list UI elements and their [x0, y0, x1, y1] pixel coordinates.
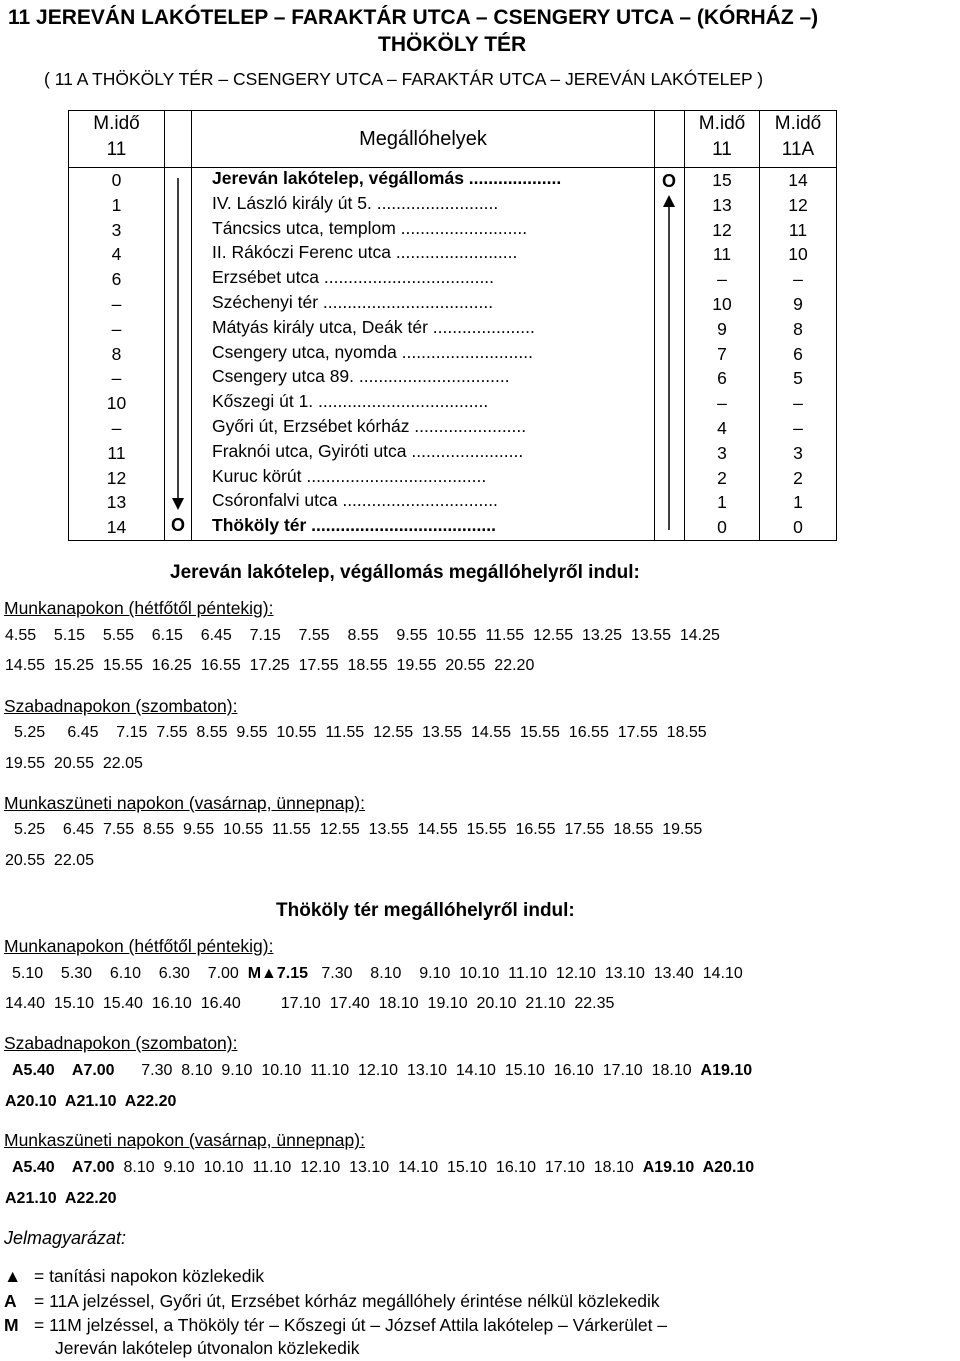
legend-title: Jelmagyarázat: — [4, 1228, 127, 1248]
left-time-cell: 0 — [111, 170, 122, 190]
stop-name: Jereván lakótelep, végállomás ................... — [212, 168, 562, 188]
time-11-cell: – — [717, 393, 727, 414]
section1-weekday-times-2: 14.55 15.25 15.55 16.25 16.55 17.25 17.55 18.55 19.55 20.55 22.20 — [5, 657, 535, 674]
section1-title: Jereván lakótelep, végállomás megállóhelyről indul: — [170, 562, 640, 583]
left-time-cell: 12 — [106, 467, 127, 488]
legend-continuation: Jereván lakótelep útvonalon közlekedik — [55, 1338, 360, 1358]
left-time-cell: 1 — [111, 194, 122, 215]
time-11-cell: 4 — [717, 417, 727, 438]
section2-weekday-label: Munkanapokon (hétfőtől péntekig): — [4, 936, 274, 956]
up-arrow-icon — [655, 168, 684, 540]
route-subtitle: ( 11 A THÖKÖLY TÉR – CSENGERY UTCA – FARAKTÁR UTCA – JEREVÁN LAKÓTELEP ) — [44, 69, 764, 89]
section1-saturday-times-2: 19.55 20.55 22.05 — [5, 755, 143, 772]
legend-list — [4, 1264, 667, 1338]
left-time-cell: 3 — [111, 219, 122, 240]
time-11a-cell: 5 — [793, 368, 803, 389]
section2-weekday-times-2: 14.40 15.10 15.40 16.10 16.40 17.10 17.40 18.10 19.10 20.10 21.10 22.35 — [5, 995, 615, 1012]
time-11a-cell: 6 — [793, 343, 803, 364]
left-time-cell: 8 — [111, 343, 122, 364]
time-11a-cell: – — [793, 393, 803, 414]
time-11-cell: 15 — [712, 170, 732, 190]
time-11a-cell: – — [793, 269, 803, 290]
left-time-cell: – — [111, 318, 122, 339]
time-11a-cell: 9 — [793, 293, 803, 314]
legend-text: = tanítási napokon közlekedik — [34, 1266, 265, 1286]
legend-symbol: ▲ — [4, 1266, 22, 1286]
stop-name: IV. László király út 5. ......................... — [212, 192, 499, 213]
section1-weekday-times-1: 4.55 5.15 5.55 6.15 6.45 7.15 7.55 8.55 9.55 10.55 11.55 12.55 13.25 13.55 14.25 — [5, 627, 720, 644]
time-11a-cell: 2 — [793, 467, 803, 488]
section2-holiday-times-1: A5.40 A7.00 8.10 9.10 10.10 11.10 12.10 13.10 14.10 15.10 16.10 17.10 18.10 A19.10 A20.10 — [12, 1159, 755, 1176]
section2-saturday-label: Szabadnapokon (szombaton): — [4, 1033, 238, 1053]
time-11a-cell: 14 — [788, 170, 808, 190]
time-11-cell: 2 — [717, 467, 727, 488]
stop-timetable — [68, 110, 837, 541]
legend-symbol: A — [4, 1290, 17, 1311]
legend-item — [4, 1289, 667, 1314]
section1-holiday-times-2: 20.55 22.05 — [5, 852, 94, 869]
stop-name: Kőszegi út 1. ................................... — [212, 391, 489, 412]
time-11-cell: 9 — [717, 318, 727, 339]
time-11a-cell: 3 — [793, 442, 803, 463]
legend-item — [4, 1313, 667, 1338]
header-time-11: M.idő 11 — [685, 111, 760, 168]
left-time-cell: – — [111, 293, 122, 314]
time-11-cell: 1 — [717, 492, 727, 513]
time-11-cell: 13 — [712, 194, 732, 215]
direction-up-column — [655, 168, 685, 541]
legend-text: = 11M jelzéssel, a Thököly tér – Kőszegi út – József Attila lakótelep – Várkerület – — [34, 1315, 668, 1335]
stop-name: Csengery utca 89. ............................... — [212, 366, 510, 387]
stop-name: II. Rákóczi Ferenc utca ......................... — [212, 242, 518, 263]
time-11a-cell: – — [793, 417, 803, 438]
time-11-cell: 6 — [717, 368, 727, 389]
stop-name: Mátyás király utca, Deák tér ..................... — [212, 316, 535, 337]
column-left-times — [69, 168, 165, 541]
header-stops: Megállóhelyek — [192, 111, 655, 168]
section1-holiday-times-1: 5.25 6.45 7.55 8.55 9.55 10.55 11.55 12.55 13.55 14.55 15.55 16.55 17.55 18.55 19.55 — [14, 821, 703, 838]
stop-name: Kuruc körút ..................................... — [212, 465, 487, 486]
route-title-line2: THÖKÖLY TÉR — [378, 33, 527, 56]
column-stops — [192, 168, 655, 541]
section1-holiday-label: Munkaszüneti napokon (vasárnap, ünnepnap): — [4, 793, 365, 813]
section1-saturday-times-1: 5.25 6.45 7.15 7.55 8.55 9.55 10.55 11.55 12.55 13.55 14.55 15.55 16.55 17.55 18.55 — [14, 724, 707, 741]
left-time-cell: 10 — [106, 393, 127, 414]
stop-name: Csengery utca, nyomda ........................... — [212, 341, 533, 362]
section2-saturday-times-2: A20.10 A21.10 A22.20 — [5, 1093, 177, 1110]
time-11a-cell: 8 — [793, 318, 803, 339]
time-11-cell: 12 — [712, 219, 732, 240]
column-times-11a — [760, 168, 837, 541]
down-arrow-icon — [165, 168, 191, 540]
section1-saturday-label: Szabadnapokon (szombaton): — [4, 696, 238, 716]
left-time-cell: – — [111, 417, 122, 438]
end-mark: O — [170, 515, 186, 535]
section2-saturday-times-1: A5.40 A7.00 7.30 8.10 9.10 10.10 11.10 12.10 13.10 14.10 15.10 16.10 17.10 18.10 A19.10 — [12, 1062, 753, 1079]
left-time-cell: 6 — [111, 269, 122, 290]
school-day-trip: M▲7.15 — [247, 965, 309, 982]
section2-holiday-times-2: A21.10 A22.20 — [5, 1190, 117, 1207]
time-11-cell: 3 — [717, 442, 727, 463]
time-11a-cell: 12 — [788, 194, 808, 215]
section2-weekday-times-1: 5.10 5.30 6.10 6.30 7.00 M▲7.15 7.30 8.10 9.10 10.10 11.10 12.10 13.10 13.40 14.10 — [12, 965, 743, 982]
stop-name: Győri út, Erzsébet kórház ....................... — [212, 415, 527, 436]
stop-name: Csóronfalvi utca ................................ — [212, 490, 498, 511]
stop-name: Széchenyi tér ................................... — [212, 291, 494, 312]
time-11-cell: 10 — [712, 293, 732, 314]
start-mark-right: O — [661, 171, 677, 191]
legend-item — [4, 1264, 667, 1289]
time-11-cell: 11 — [712, 244, 732, 265]
time-11a-cell: 11 — [788, 219, 808, 240]
time-11a-cell: 10 — [788, 244, 808, 265]
section1-weekday-label: Munkanapokon (hétfőtől péntekig): — [4, 598, 274, 618]
left-time-cell: – — [111, 368, 122, 389]
stop-name: Erzsébet utca ................................... — [212, 267, 495, 288]
time-11a-cell: 0 — [793, 517, 803, 538]
stop-name: Táncsics utca, templom .......................... — [212, 217, 528, 238]
header-time-11a: M.idő 11A — [760, 111, 837, 168]
left-time-cell: 4 — [111, 244, 122, 265]
legend-symbol: M — [4, 1315, 19, 1335]
left-time-cell: 14 — [106, 517, 127, 538]
time-11-cell: 0 — [717, 517, 727, 538]
route-title-line1: 11 JEREVÁN LAKÓTELEP – FARAKTÁR UTCA – CSENGERY UTCA – (KÓRHÁZ –) — [8, 6, 819, 29]
section2-holiday-label: Munkaszüneti napokon (vasárnap, ünnepnap): — [4, 1130, 365, 1150]
time-11-cell: 7 — [717, 343, 727, 364]
time-11-cell: – — [717, 269, 727, 290]
column-times-11 — [685, 168, 760, 541]
header-left-time: M.idő 11 — [69, 111, 165, 168]
stop-name: Fraknói utca, Gyiróti utca ....................... — [212, 440, 524, 461]
legend-text: = 11A jelzéssel, Győri út, Erzsébet kórház megállóhely érintése nélkül közlekedik — [34, 1290, 660, 1311]
stop-name: Thököly tér ...................................... — [212, 515, 496, 536]
direction-down-column — [165, 168, 192, 541]
left-time-cell: 13 — [106, 492, 127, 513]
left-time-cell: 11 — [107, 442, 126, 463]
section2-title: Thököly tér megállóhelyről indul: — [276, 900, 575, 921]
time-11a-cell: 1 — [793, 492, 803, 513]
